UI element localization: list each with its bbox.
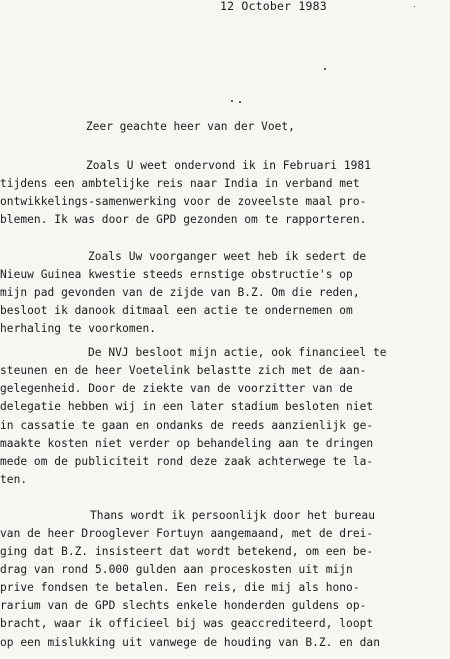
paper-speck (231, 100, 233, 102)
letter-date: 12 October 1983 (220, 0, 327, 13)
letter-line: delegatie hebben wij in een later stadium besloten niet (0, 400, 374, 413)
paper-speck (239, 101, 241, 103)
letter-line: blemen. Ik was door de GPD gezonden om te rapporteren. (0, 213, 367, 226)
letter-line: herhaling te voorkomen. (0, 322, 157, 335)
letter-line: mede om de publiciteit rond deze zaak achterwege te la- (0, 455, 374, 468)
letter-line: bracht, waar ik officieel bij was geaccrediteerd, loopt (0, 617, 374, 630)
letter-line: drag van rond 5.000 gulden aan proceskosten uit mijn (0, 563, 353, 576)
letter-line: van de heer Drooglever Fortuyn aangemaand, met de drei- (0, 527, 374, 540)
paper-speck (324, 68, 326, 70)
letter-line: ten. (0, 473, 28, 486)
letter-line: maakte kosten niet verder op behandeling aan te dringen (0, 437, 374, 450)
paper-speck (414, 6, 415, 7)
salutation: Zeer geachte heer van der Voet, (86, 120, 295, 133)
letter-line: besloot ik danook ditmaal een actie te ondernemen om (0, 304, 353, 317)
letter-line: gelegenheid. Door de ziekte van de voorzitter van de (0, 382, 353, 395)
letter-line: Zoals U weet ondervond ik in Februari 1981 (86, 159, 371, 172)
letter-line: ontwikkelings-samenwerking voor de zoveelste maal pro- (0, 195, 367, 208)
letter-line: Nieuw Guinea kwestie steeds ernstige obstructie's op (0, 268, 353, 281)
letter-line: mijn pad gevonden van de zijde van B.Z. Om die reden, (0, 286, 360, 299)
letter-line: ging dat B.Z. insisteert dat wordt betekend, om een be- (0, 545, 374, 558)
letter-line: De NVJ besloot mijn actie, ook financieel te (88, 346, 387, 359)
letter-line: prive fondsen te betalen. Een reis, die mij als hono- (0, 581, 360, 594)
letter-line: rarium van de GPD slechts enkele honderden guldens op- (0, 599, 367, 612)
letter-line: steunen en de heer Voetelink belastte zich met de aan- (0, 364, 367, 377)
letter-line: op een mislukking uit vanwege de houding van B.Z. en dan (0, 636, 380, 649)
letter-line: Thans wordt ik persoonlijk door het bureau (90, 509, 375, 522)
letter-line: tijdens een ambtelijke reis naar India in verband met (0, 177, 360, 190)
letter-line: in cassatie te gaan en ondanks de reeds aanzienlijk ge- (0, 419, 374, 432)
letter-line: Zoals Uw voorganger weet heb ik sedert de (88, 250, 367, 263)
